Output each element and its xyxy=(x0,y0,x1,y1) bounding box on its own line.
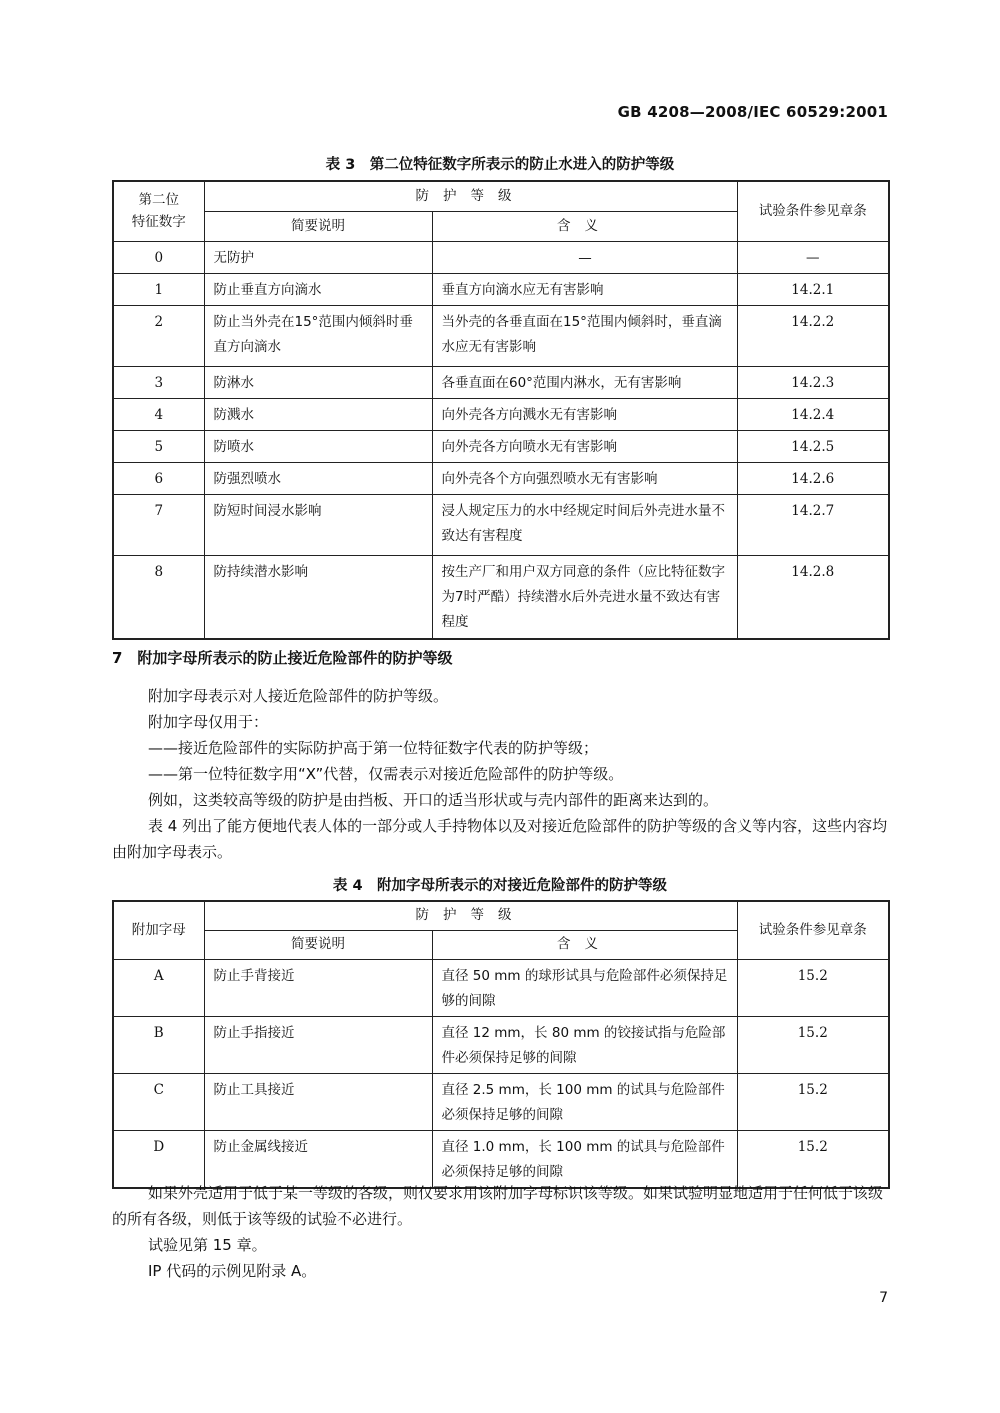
table-cell: 14.2.5 xyxy=(737,430,889,462)
table4-caption: 表 4 附加字母所表示的对接近危险部件的防护等级 xyxy=(332,878,668,894)
table-cell: 15.2 xyxy=(737,1130,889,1188)
table-cell: — xyxy=(432,241,737,273)
table-row xyxy=(113,430,889,462)
table-cell: 当外壳的各垂直面在15°范围内倾斜时，垂直滴水应无有害影响 xyxy=(432,305,737,366)
closing-body xyxy=(112,1180,888,1284)
table-cell: 14.2.2 xyxy=(737,305,889,366)
table-cell: A xyxy=(113,959,204,1016)
paragraph: 试验见第 15 章。 xyxy=(148,1236,267,1254)
paragraph: IP 代码的示例见附录 A。 xyxy=(148,1262,317,1280)
table-cell: 7 xyxy=(113,494,204,555)
table-cell: 直径 50 mm 的球形试具与危险部件必须保持足够的间隙 xyxy=(432,959,737,1016)
paragraph: 如果外壳适用于低于某一等级的各级，则仅要求用该附加字母标识该等级。如果试验明显地适用于任何低于该级的所有各级，则低于该等级的试验不必进行。 xyxy=(112,1184,884,1228)
table-cell: 14.2.7 xyxy=(737,494,889,555)
table-cell: 6 xyxy=(113,462,204,494)
table-row xyxy=(113,959,889,1016)
table4 xyxy=(112,900,890,1189)
table-row xyxy=(113,1130,889,1188)
table-cell: 防强烈喷水 xyxy=(204,462,432,494)
table-row xyxy=(113,555,889,639)
table3-col-ref: 试验条件参见章条 xyxy=(737,181,889,241)
table-cell: 2 xyxy=(113,305,204,366)
table-cell: C xyxy=(113,1073,204,1130)
table3-col-level: 防护等级 xyxy=(204,181,737,211)
table-cell: 各垂直面在60°范围内淋水，无有害影响 xyxy=(432,366,737,398)
table-cell: 14.2.8 xyxy=(737,555,889,639)
list-item: ——接近危险部件的实际防护高于第一位特征数字代表的防护等级； xyxy=(148,739,599,757)
table-cell: 无防护 xyxy=(204,241,432,273)
table-cell: 15.2 xyxy=(737,959,889,1016)
table-cell: 直径 1.0 mm，长 100 mm 的试具与危险部件必须保持足够的间隙 xyxy=(432,1130,737,1188)
table-cell: 向外壳各方向喷水无有害影响 xyxy=(432,430,737,462)
table4-col-brief: 简要说明 xyxy=(204,930,432,959)
paragraph: 例如，这类较高等级的防护是由挡板、开口的适当形状或与壳内部件的距离来达到的。 xyxy=(148,791,719,809)
table-row xyxy=(113,398,889,430)
paragraph: 附加字母仅用于： xyxy=(148,713,269,731)
table4-col-ref: 试验条件参见章条 xyxy=(737,901,889,959)
table-cell: 防溅水 xyxy=(204,398,432,430)
table-cell: 浸人规定压力的水中经规定时间后外壳进水量不致达有害程度 xyxy=(432,494,737,555)
table-cell: 按生产厂和用户双方同意的条件（应比特征数字为7时严酷）持续潜水后外壳进水量不致达有害程度 xyxy=(432,555,737,639)
table-cell: B xyxy=(113,1016,204,1073)
table-cell: 0 xyxy=(113,241,204,273)
table-cell: 向外壳各方向溅水无有害影响 xyxy=(432,398,737,430)
paragraph: 附加字母表示对人接近危险部件的防护等级。 xyxy=(148,687,449,705)
table-cell: 14.2.4 xyxy=(737,398,889,430)
table-row xyxy=(113,494,889,555)
table-cell: 14.2.3 xyxy=(737,366,889,398)
table-cell: 15.2 xyxy=(737,1073,889,1130)
table3-caption: 表 3 第二位特征数字所表示的防止水进入的防护等级 xyxy=(325,157,675,173)
list-item: ——第一位特征数字用“X”代替，仅需表示对接近危险部件的防护等级。 xyxy=(148,765,624,783)
table4-col-level: 防护等级 xyxy=(204,901,737,930)
table3-col-brief: 简要说明 xyxy=(204,211,432,241)
table-row xyxy=(113,366,889,398)
table3-col-digit: 第二位 特征数字 xyxy=(113,181,204,241)
table-cell: 直径 2.5 mm，长 100 mm 的试具与危险部件必须保持足够的间隙 xyxy=(432,1073,737,1130)
table-row xyxy=(113,241,889,273)
table-cell: 向外壳各个方向强烈喷水无有害影响 xyxy=(432,462,737,494)
table-cell: 防止垂直方向滴水 xyxy=(204,273,432,305)
table-cell: 防止手指接近 xyxy=(204,1016,432,1073)
table-row xyxy=(113,1016,889,1073)
table-cell: 防喷水 xyxy=(204,430,432,462)
table-cell: D xyxy=(113,1130,204,1188)
section-7-title: 7 附加字母所表示的防止接近危险部件的防护等级 xyxy=(112,649,453,667)
page-number: 7 xyxy=(879,1290,888,1306)
table-cell: 15.2 xyxy=(737,1016,889,1073)
table3-col-meaning: 含义 xyxy=(432,211,737,241)
table3 xyxy=(112,180,890,640)
table-cell: 14.2.1 xyxy=(737,273,889,305)
table-cell: 防止当外壳在15°范围内倾斜时垂直方向滴水 xyxy=(204,305,432,366)
table-cell: 直径 12 mm，长 80 mm 的铰接试指与危险部件必须保持足够的间隙 xyxy=(432,1016,737,1073)
table-cell: 1 xyxy=(113,273,204,305)
table-row xyxy=(113,305,889,366)
table-row xyxy=(113,273,889,305)
table-cell: — xyxy=(737,241,889,273)
section-7-body xyxy=(112,683,888,865)
table-cell: 垂直方向滴水应无有害影响 xyxy=(432,273,737,305)
table-cell: 防持续潜水影响 xyxy=(204,555,432,639)
table4-col-meaning: 含义 xyxy=(432,930,737,959)
table-cell: 3 xyxy=(113,366,204,398)
paragraph: 表 4 列出了能方便地代表人体的一部分或人手持物体以及对接近危险部件的防护等级的含义等内容，这些内容均由附加字母表示。 xyxy=(112,817,888,861)
table-row xyxy=(113,462,889,494)
table-cell: 14.2.6 xyxy=(737,462,889,494)
table-cell: 防止工具接近 xyxy=(204,1073,432,1130)
table4-col-letter: 附加字母 xyxy=(113,901,204,959)
table-cell: 防止手背接近 xyxy=(204,959,432,1016)
table-cell: 8 xyxy=(113,555,204,639)
table-cell: 防淋水 xyxy=(204,366,432,398)
table-cell: 4 xyxy=(113,398,204,430)
table-row xyxy=(113,1073,889,1130)
table-cell: 5 xyxy=(113,430,204,462)
table-cell: 防止金属线接近 xyxy=(204,1130,432,1188)
standard-header: GB 4208—2008/IEC 60529:2001 xyxy=(617,103,888,121)
table-cell: 防短时间浸水影响 xyxy=(204,494,432,555)
